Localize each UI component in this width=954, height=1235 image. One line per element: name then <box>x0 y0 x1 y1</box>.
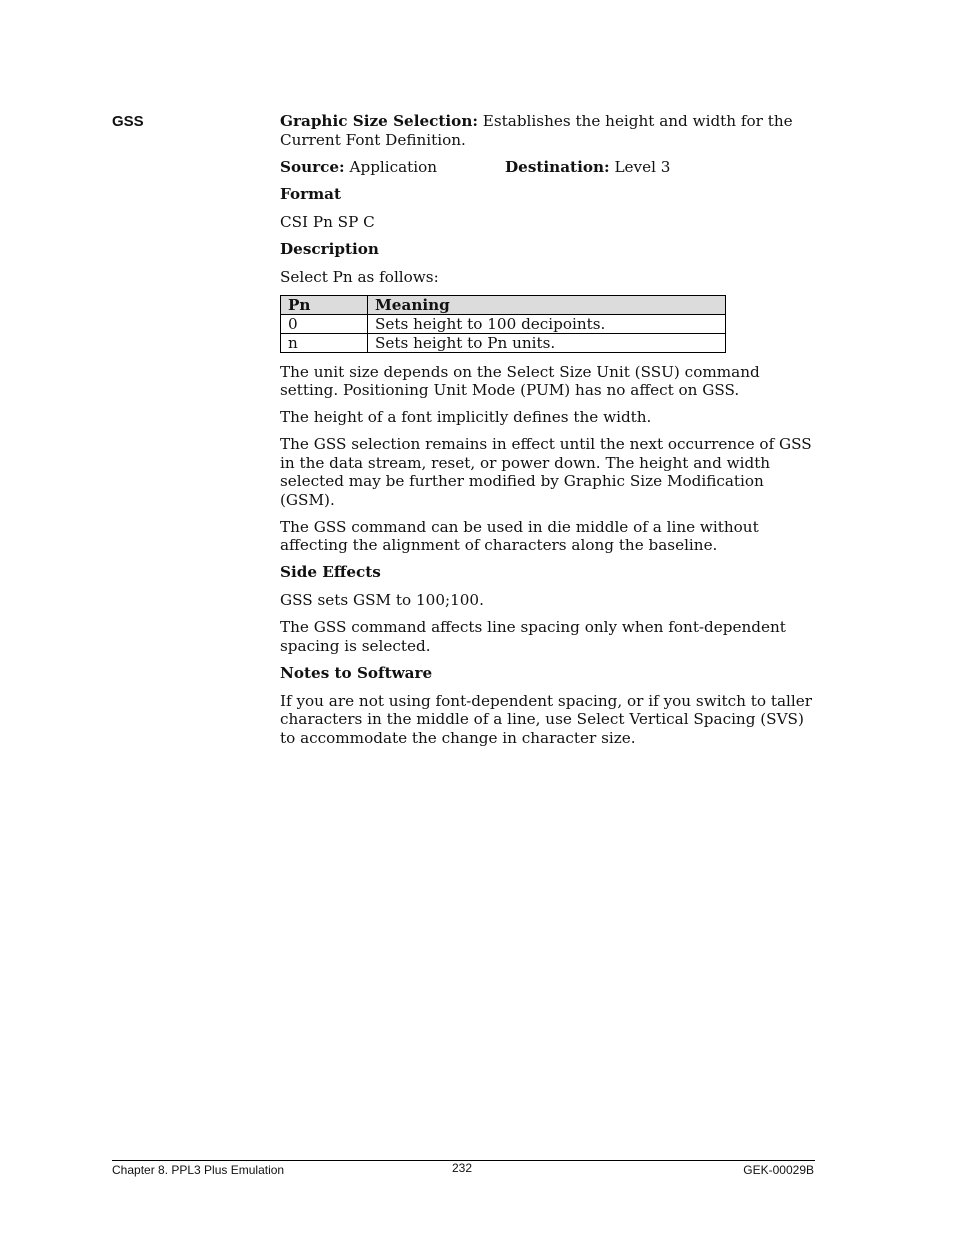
notes-heading: Notes to Software <box>280 663 433 682</box>
side-effects-heading: Side Effects <box>280 563 381 581</box>
command-body <box>280 112 820 756</box>
format-text: CSI Pn SP C <box>280 212 375 231</box>
document-number: GEK-00029B <box>743 1163 814 1177</box>
pn-table <box>280 295 726 353</box>
pn-column-header: Pn <box>281 295 368 314</box>
meaning-column-header: Meaning <box>368 295 726 314</box>
pn-table-header <box>281 295 726 314</box>
meaning-cell: Sets height to 100 decipoints. <box>368 314 726 333</box>
source-value: Application <box>344 157 438 176</box>
side-effects-paragraph: GSS sets GSM to 100;100. <box>280 591 484 609</box>
footer-chapter: Chapter 8. PPL3 Plus Emulation <box>112 1163 285 1177</box>
description-intro: Select Pn as follows: <box>280 267 439 286</box>
description-paragraph: The unit size depends on the Select Size Unit (SSU) command setting. Positioning Unit Mode (PUM) has no affect on GSS. <box>280 362 760 399</box>
page-number: 232 <box>452 1161 473 1175</box>
description-paragraph: The height of a font implicitly defines the width. <box>280 408 652 426</box>
side-effects-paragraph: The GSS command affects line spacing only when font-dependent spacing is selected. <box>280 618 786 655</box>
meaning-cell: Sets height to Pn units. <box>368 333 726 352</box>
pn-cell: 0 <box>281 314 368 333</box>
format-heading: Format <box>280 184 342 203</box>
source-label: Source: <box>280 157 345 176</box>
destination-value: Level 3 <box>609 157 671 176</box>
destination-label: Destination: <box>505 157 610 176</box>
command-term: Graphic Size Selection: <box>280 112 478 130</box>
command-summary: Establishes the height and width for the Current Font Definition. <box>280 112 793 149</box>
table-row <box>281 333 726 352</box>
command-name: GSS <box>112 113 144 130</box>
description-paragraph: The GSS selection remains in effect until the next occurrence of GSS in the data stream, reset, or power down. The height and width selected may be further modified by Graphic Size Modification (GSM). <box>280 435 812 509</box>
source <box>280 158 437 177</box>
command-title <box>280 112 820 149</box>
notes-paragraph: If you are not using font-dependent spacing, or if you switch to taller characters in the middle of a line, use Select Vertical Spacing (SVS) to accommodate the change in character size. <box>280 691 812 747</box>
description-paragraph: The GSS command can be used in die middle of a line without affecting the alignment of characters along the baseline. <box>280 517 759 554</box>
pn-cell: n <box>281 333 368 352</box>
destination <box>505 158 670 177</box>
table-row <box>281 314 726 333</box>
description-heading: Description <box>280 239 379 258</box>
source-destination-row <box>280 158 820 177</box>
